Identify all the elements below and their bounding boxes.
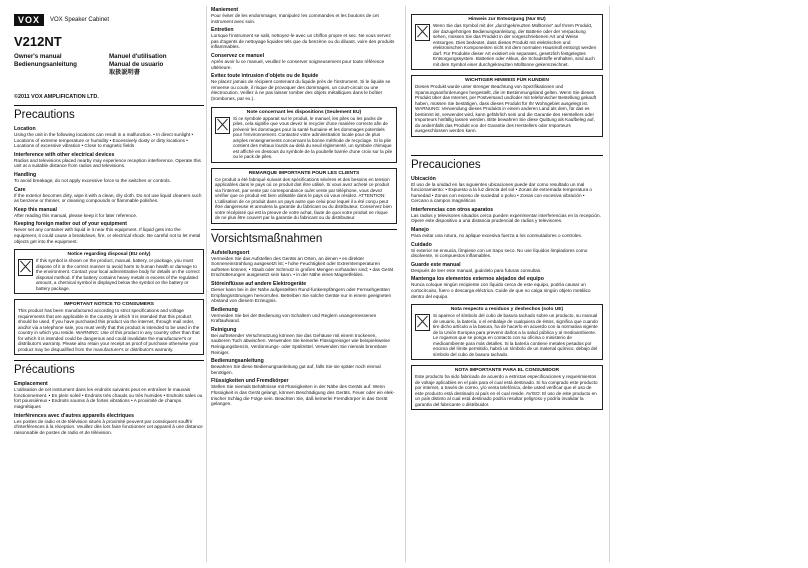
section-title-fr: Précautions xyxy=(14,364,75,377)
section-title-en: Precautions xyxy=(14,109,75,121)
heading-interferences: Interférences avec d'autres appareils électriques xyxy=(14,412,135,419)
manual-title-list xyxy=(14,53,204,77)
heading-guarde-manual: Guarde este manual xyxy=(411,261,461,268)
disposal-notice-en xyxy=(14,249,204,294)
text-care: If the exterior becomes dirty, wipe it with a clean, dry cloth. Do not use liquid cleaners such as benzene or thinner, or cleaning compounds or flammable polishes. xyxy=(14,192,202,204)
consumer-text-en: This product has been manufactured according to strict specifications and voltage requirements that are applicable in the country in which it is intended that this product should be used. If you have purchased this product via the internet, through mail order, and/or via a telephone sale, you must verify that this product is intended to be used in the country in which you reside. WARNING: Use of this product in any country other than that for which it is intended could be dangerous and could invalidate the manufacturer's or distributor's warranty. Please also retain your receipt as proof of purchase otherwise your product may be disqualified from the manufacturer's or distributor's warranty. xyxy=(18,308,200,352)
crossed-bin-icon xyxy=(18,259,33,276)
manual-title-de: Bedienungsanleitung xyxy=(14,61,77,68)
heading-emplacement: Emplacement xyxy=(14,381,48,388)
heading-aufstellung: Aufstellungsort xyxy=(211,249,250,256)
heading-mantenga: Mantenga los elementos externos alejados del equipo xyxy=(411,276,544,283)
text-evitez: Ne placez jamais de récipient contenant du liquide près de l'instrument. Si le liquide se renverse ou coule, il risque de provoquer des dommages, un court-circuit ou une électrocution. Veillez à ne pas laisser tomber des objets métalliques dans le boîtier (trombones, par ex.). xyxy=(211,79,391,101)
manual-title-en: Owner's manual xyxy=(14,53,62,60)
text-ubicacion: El uso de la unidad en las siguientes ubicaciones puede dar como resultado un mal funcionamiento: • Expuesto a la luz directa del sol • Zonas de extremada temperatura o humedad • Zonas con exceso de suciedad o polvo • Zonas con excesiva vibración • Cercano a campos magnéticos xyxy=(411,181,592,204)
crossed-bin-icon xyxy=(415,24,430,41)
disposal-text-en: If this symbol is shown on the product, manual, battery, or package, you must dispose of it in the correct manner to avoid harm to human health or damage to the environment. Contact your local administrative body for details on the correct disposal method. If the battery contains heavy metals in excess of the regulated amount, a chemical symbol is displayed below the symbol on the battery or battery package. xyxy=(36,258,200,291)
heading-conservez: Conservez ce manuel xyxy=(211,52,265,59)
text-guarde-manual: Después de leer este manual, guárdelo para futuras consultas. xyxy=(411,267,542,273)
disposal-title-en: Notice regarding disposal (EU only) xyxy=(67,252,151,258)
text-stoereinfluesse: Dieser kann bei in der Nähe aufgestellten Rund-funkempfängern oder Fernsehgeräten Empfangsstörungen hervorrufen. Betreiben Sie solche Geräte nur in einem geeigneten Abstand von diesem Erzeugnis. xyxy=(211,286,392,304)
vox-logo: VOX xyxy=(14,14,44,26)
consumer-notice-en xyxy=(14,299,204,355)
text-foreign-matter: Never set any container with liquid in it near this equipment. If liquid gets into the equipment, it could cause a breakdown, fire, or electrical shock. Be careful not to let metal objects get into the equipment. xyxy=(14,227,201,244)
disposal-title-de: Hinweis zur Entsorgung (Nur EU) xyxy=(468,17,546,22)
consumer-text-fr: Ce produit a été fabriqué suivant des spécifications sévères et des besoins en tension applicables dans le pays où ce produit doit être utilisé. Si vous avez acheté ce produit via l'internet, par vente par correspondance ou/et vente par téléphone, vous devez vérifier que ce produit est bien utilisable dans le pays où vous résidez. ATTENTION: L'utilisation de ce produit dans un pays autre que celui pour lequel il a été conçu peut être dangereuse et annulera la garantie du fabricant ou du distributeur. Conservez bien votre récépissé qui est la preuve de votre achat, faute de quoi votre produit ne risque de ne plus être couvert par la garantie du fabricant ou du distributeur. xyxy=(215,176,392,221)
consumer-notice-es xyxy=(411,365,603,410)
consumer-title-es: NOTA IMPORTANTE PARA EL CONSUMIDOR xyxy=(454,368,560,374)
column-german-notices xyxy=(411,0,603,568)
heading-maniement: Maniement xyxy=(211,7,239,13)
section-divider xyxy=(211,229,397,230)
manual-title-ja: 取扱説明書 xyxy=(109,69,140,76)
heading-entretien: Entretien xyxy=(211,27,234,34)
heading-interferencias: Interferencias con otros aparatos xyxy=(411,206,494,213)
heading-location: Location xyxy=(14,126,36,132)
text-handling: To avoid breakage, do not apply excessive force to the switches or controls. xyxy=(14,177,171,183)
heading-stoereinfluesse: Störeinflüsse auf andere Elektrogeräte xyxy=(211,280,307,287)
text-cuidado: Si exterior se ensucia, límpiese con un trapo seco. No use líquidos limpiadores como disolvente, ni compuestos inflamables. xyxy=(411,247,588,259)
text-emplacement: L'utilisation de cet instrument dans les endroits suivants peut en entraîner le mauvais fonctionnement. • En plein soleil • Endroits très chauds ou très humides • Endroits sales ou fort poussiéreux • Endroits soumis à de fortes vibrations • A proximité de champs magnétiques xyxy=(14,387,203,409)
heading-cuidado: Cuidado xyxy=(411,241,432,248)
brand-header xyxy=(14,14,204,26)
heading-care: Care xyxy=(14,186,26,193)
text-location: Using the unit in the following locations can result in a malfunction. • In direct sunlight • Locations of extreme temperature or humidity • Excessively dusty or dirty locations • Locations of excessive vibration • Close to magnetic fields xyxy=(14,132,194,149)
heading-interference: Interference with other electrical devices xyxy=(14,151,115,158)
section-divider xyxy=(411,155,603,156)
text-mantenga: Nunca coloque ningún recipiente con líquido cerca de este equipo, podría causar un cortocircuito, fuero o descarga eléctrica. Cuide de que no caiga ningún objeto metálico dentro del equipo. xyxy=(411,282,591,299)
disposal-text-es: Si aparece el símbolo del cubo de basura tachado sobre un producto, su manual de usuario, la batería, o el embalaje de cualquiera de éstos, significa que cuando tire dicho artículo a la basura, ha de hacerlo en acuerdo con la normativa vigente de la Unión Europea para prevenir daños a la salud pública y al medioambiente. Le rogamos que se ponga en contacto con su oficina o ministerio de medioambiente para más detalles. Si la batería contiene metales pesados por encima del límite permitido, habrá un símbolo de un material químico, debajo del símbolo del cubo de basura tachado. xyxy=(433,313,598,357)
heading-reinigung: Reinigung xyxy=(211,326,237,333)
model-name: V212NT xyxy=(14,34,62,49)
heading-fluessigkeiten: Flüssigkeiten und Fremdkörper xyxy=(211,378,289,385)
manual-title-es: Manual de usuario xyxy=(109,61,164,68)
column-blank xyxy=(616,0,796,568)
heading-bedienung: Bedienung xyxy=(211,306,238,313)
text-keep-manual: After reading this manual, please keep it for later reference. xyxy=(14,212,138,218)
text-bedienung: Vermeiden Sie bei der Bedienung von Schaltern und Reglern unangemessenen Kraftaufwand. xyxy=(211,312,377,324)
heading-keep-manual: Keep this manual xyxy=(14,206,57,213)
consumer-text-es: Este producto ha sido fabricado de acuerdo a estrictas especificaciones y requerimientos de voltaje aplicables en el país para el cual está destinado. Si ha comprado este producto por internet, a través de correo, y/o venta telefónica, debe usted verificar que el uso de este producto está destinado al país en el cual reside. AVISO: El uso de este producto en un país distinto al cual está destinado podría resultar peligroso y podría invalidar la garantía del fabricante o distribuidor. xyxy=(415,374,598,407)
disposal-notice-fr xyxy=(211,107,397,163)
column-french-german xyxy=(211,0,397,568)
section-title-es: Precauciones xyxy=(411,158,481,171)
text-conservez: Après avoir lu ce manuel, veuillez le conserver soigneusement pour toute référence ultérieure. xyxy=(211,58,385,70)
section-divider xyxy=(14,360,204,361)
heading-foreign-matter: Keeping foreign matter out of your equipment xyxy=(14,221,127,228)
heading-bedienungsanleitung: Bedienungsanleitung xyxy=(211,358,264,365)
section-divider xyxy=(14,105,204,106)
text-bedienungsanleitung: Bewahren Sie diese Bedienungsanleitung gut auf, falls Sie sie später noch einmal benötigen. xyxy=(211,364,381,375)
consumer-notice-de xyxy=(411,75,603,137)
text-entretien: Lorsque l'instrument se salit, nettoyez-le avec un chiffon propre et sec. Ne vous servez pas d'agents de nettoyage liquides tels que du benzène ou du diluant, voire des produits inflammables. xyxy=(211,33,395,50)
disposal-text-de: Wenn Sie das Symbol mit der „durchgekreuzten Mülltonne“ auf Ihrem Produkt, der dazugehörigen Bedienungsanleitung, der Batterie oder der Verpackung sehen, müssen Sie das Produkt in der vorgeschriebenen Art und Weise entsorgen. Dies bedeutet, dass dieses Produkt mit elektrischen und elektronischen Komponenten nicht mit dem normalen Hausmüll entsorgt werden darf. Für Produkte dieser Art existiert ein separates, gesetzlich festgelegtes Entsorgungssystem. Batterien oder Akkus, die Schadstoffe enthalten, sind auch mit dem Symbol einer durchgekreuzten Mülltonne gekennzeichnet. xyxy=(433,23,597,67)
text-maniement: Pour éviter de les endommager, manipulez les commandes et les boutons de cet instrument avec soin. xyxy=(211,13,379,24)
crossed-bin-icon xyxy=(215,117,230,134)
heading-ubicacion: Ubicación xyxy=(411,175,436,182)
disposal-title-fr: Note concernant les dispositions (Seulement EU) xyxy=(246,109,362,115)
text-aufstellung: Vermeiden Sie das Aufstellen des Geräts an Orten, an denen • es direkter Sonneneinstrahlung ausgesetzt ist; • hohe Feuchtigkeit oder Extremtemperaturen auftreten können; • Staub oder Schmutz in großen Mengen vorhanden sind; • das Gerät Erschütterungen ausgesetzt sein kann. • in der Nähe eines Magnetfeldes. xyxy=(211,255,394,278)
text-interferences: Les postes de radio et de télévision situés à proximité peuvent par conséquent souffrir d'interférences à la réception. Veuillez dès lors faire fonctionner cet appareil à une distance raisonnable de postes de radio et de télévision. xyxy=(14,418,203,435)
text-manejo: Para evitar una rotura, no aplique excesiva fuerza a los conmutadores o controles. xyxy=(411,233,583,239)
product-line: VOX Speaker Cabinet xyxy=(50,17,110,23)
heading-evitez: Evitez toute intrusion d'objets ou de liquide xyxy=(211,73,319,80)
consumer-title-de: WICHTIGER HINWEIS FÜR KUNDEN xyxy=(465,78,549,83)
text-fluessigkeiten: Stellen Sie niemals Behältnisse mit Flüssigkeiten in der Nähe des Geräts auf. Wenn Flüssigkeit in das Gerät gelangt, können Beschädigung des Geräts, Feuer oder ein elek-trischer Schlag die Folge sein. Beachten Sie, daß keinerlei Fremdkörper in das Gerät gelangen. xyxy=(211,384,395,407)
crossed-bin-icon xyxy=(415,314,430,331)
text-interference: Radios and televisions placed nearby may experience reception interference. Operate this unit at a suitable distance from radios and televisions. xyxy=(14,157,201,169)
disposal-notice-es xyxy=(411,304,603,360)
column-english xyxy=(14,0,204,568)
disposal-title-es: Nota respecto a residuos y deshechos (solo UE) xyxy=(450,307,564,313)
section-title-de: Vorsichtsmaßnahmen xyxy=(211,232,323,245)
heading-handling: Handling xyxy=(14,171,37,178)
consumer-title-en: IMPORTANT NOTICE TO CONSUMERS xyxy=(64,302,154,308)
manual-title-fr: Manuel d'utilisation xyxy=(109,53,167,60)
consumer-title-fr: REMARQUE IMPORTANTE POUR LES CLIENTS xyxy=(248,170,360,176)
copyright: ©2011 VOX AMPLIFICATION LTD. xyxy=(14,94,99,100)
text-interferencias: Las radios y televisores situados cerca pueden experimentar interferencias en la recepción. Opere este dispositivo a una distancia prudencial de radios y televisores. xyxy=(411,212,601,224)
consumer-text-de: Dieses Produkt wurde unter strenger Beachtung von Spezifikationen und Spannungsanforderungen hergestellt, die im Bestimmungsland gelten. Wenn Sie dieses Produkt über das Internet, per Postversand und/oder mit telefonischer Bestellung gekauft haben, müssen Sie bestätigen, dass dieses Produkt für Ihr Wohngebiet ausgelegt ist. WARNUNG: Verwendung dieses Produkts in einem anderen Land als dem, für das es bestimmt ist, verwendet wird, kann gefährlich sein und die Garantie des Herstellers oder Importeurs hinfällig lassen werden. Bitte bewahren Sie diese Quittung als Kaufbeleg auf, da andernfalls das Produkt von der Garantie des Herstellers oder Importeurs ausgeschlossen werden kann. xyxy=(415,84,597,133)
text-reinigung: Bei auftretender Verschmutzung können Sie das Gehäuse mit einem trockenen, sauberen Tuch abwischen. Verwenden Sie keinerlei Flüssigreiniger wie beispielsweise Reinigungsbenzin, Verdünnungs- oder Spülmittel. Verwenden Sie niemals brennbare Reiniger. xyxy=(211,332,391,355)
consumer-notice-fr xyxy=(211,168,397,224)
disposal-text-fr: Si ce symbole apparait sur le produit, le manuel, les piles ou les packs de piles, cela signifie que vous devez le recycler d'une manière correcte afin de prévenir les dommages pour la santé humaine et les dommages potentiels pour l'environnement. Contactez votre administration locale pour de plus amples renseignements concernant la bonne méthode de recyclage. Si la pile contient des métaux lourds au-delà du seuil réglementé, un symbole chimique est affiché en dessous du symbole de la poubelle barrée d'une croix sur la pile ou le pack de piles. xyxy=(233,115,393,160)
heading-manejo: Manejo xyxy=(411,227,429,234)
disposal-notice-de xyxy=(411,14,603,70)
